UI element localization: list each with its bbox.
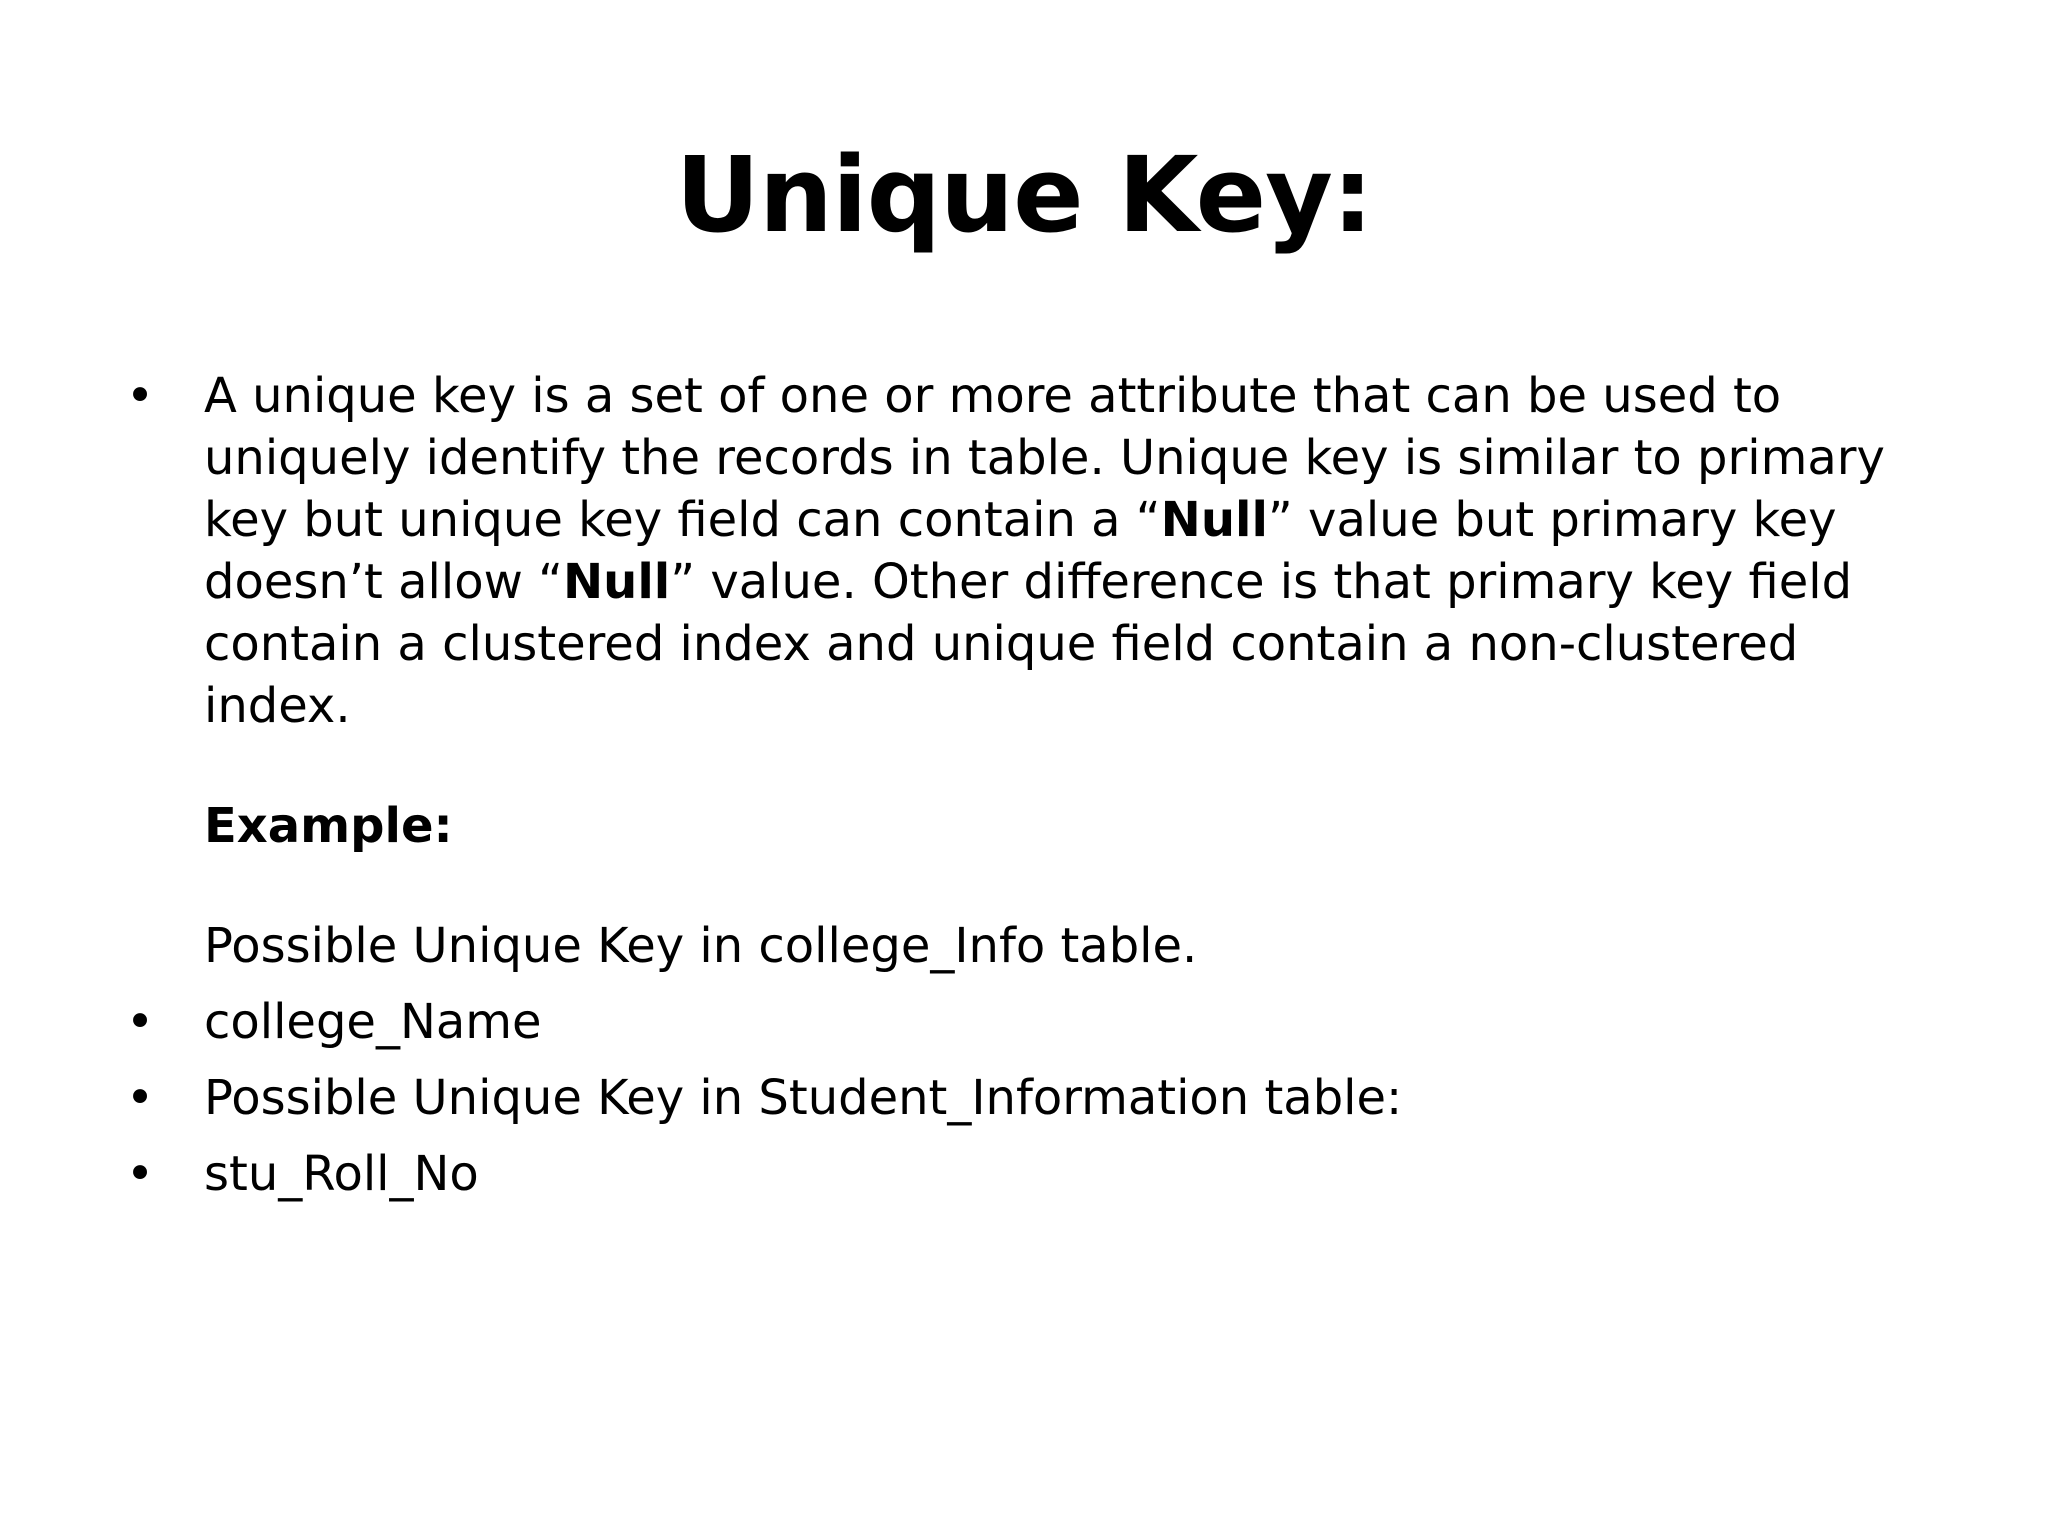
slide-content <box>120 365 1950 1205</box>
list-item <box>120 991 1950 1053</box>
definition-part-1: A unique key is a set of one or more attribute that can be used to uniquely identify the records in table. Unique key is similar to primary key but unique key field can contain a “ <box>204 368 1885 548</box>
definition-part-3: ” value. Other difference is that primary key field contain a clustered index and unique field contain a non-clustered index. <box>204 554 1853 734</box>
bullet-icon: • <box>125 1146 155 1202</box>
bullet-icon: • <box>125 994 155 1050</box>
definition-text <box>204 368 1885 734</box>
null-keyword-2: Null <box>562 554 671 610</box>
null-keyword-1: Null <box>1160 492 1268 548</box>
definition-bullet <box>120 365 1950 737</box>
list-item <box>120 1143 1950 1205</box>
example-intro: Possible Unique Key in college_Info table. <box>204 918 1198 974</box>
bullet-icon: • <box>125 368 155 424</box>
definition-part-2: ” value but primary key doesn’t allow “ <box>204 492 1837 610</box>
bullet-icon: • <box>125 1070 155 1126</box>
list-item <box>120 1067 1950 1129</box>
example-label: Example: <box>204 798 453 854</box>
slide-title: Unique Key: <box>675 134 1373 256</box>
list-item-text: college_Name <box>204 994 542 1050</box>
list-item-text: Possible Unique Key in Student_Information table: <box>204 1070 1403 1126</box>
list-item-text: stu_Roll_No <box>204 1146 479 1202</box>
